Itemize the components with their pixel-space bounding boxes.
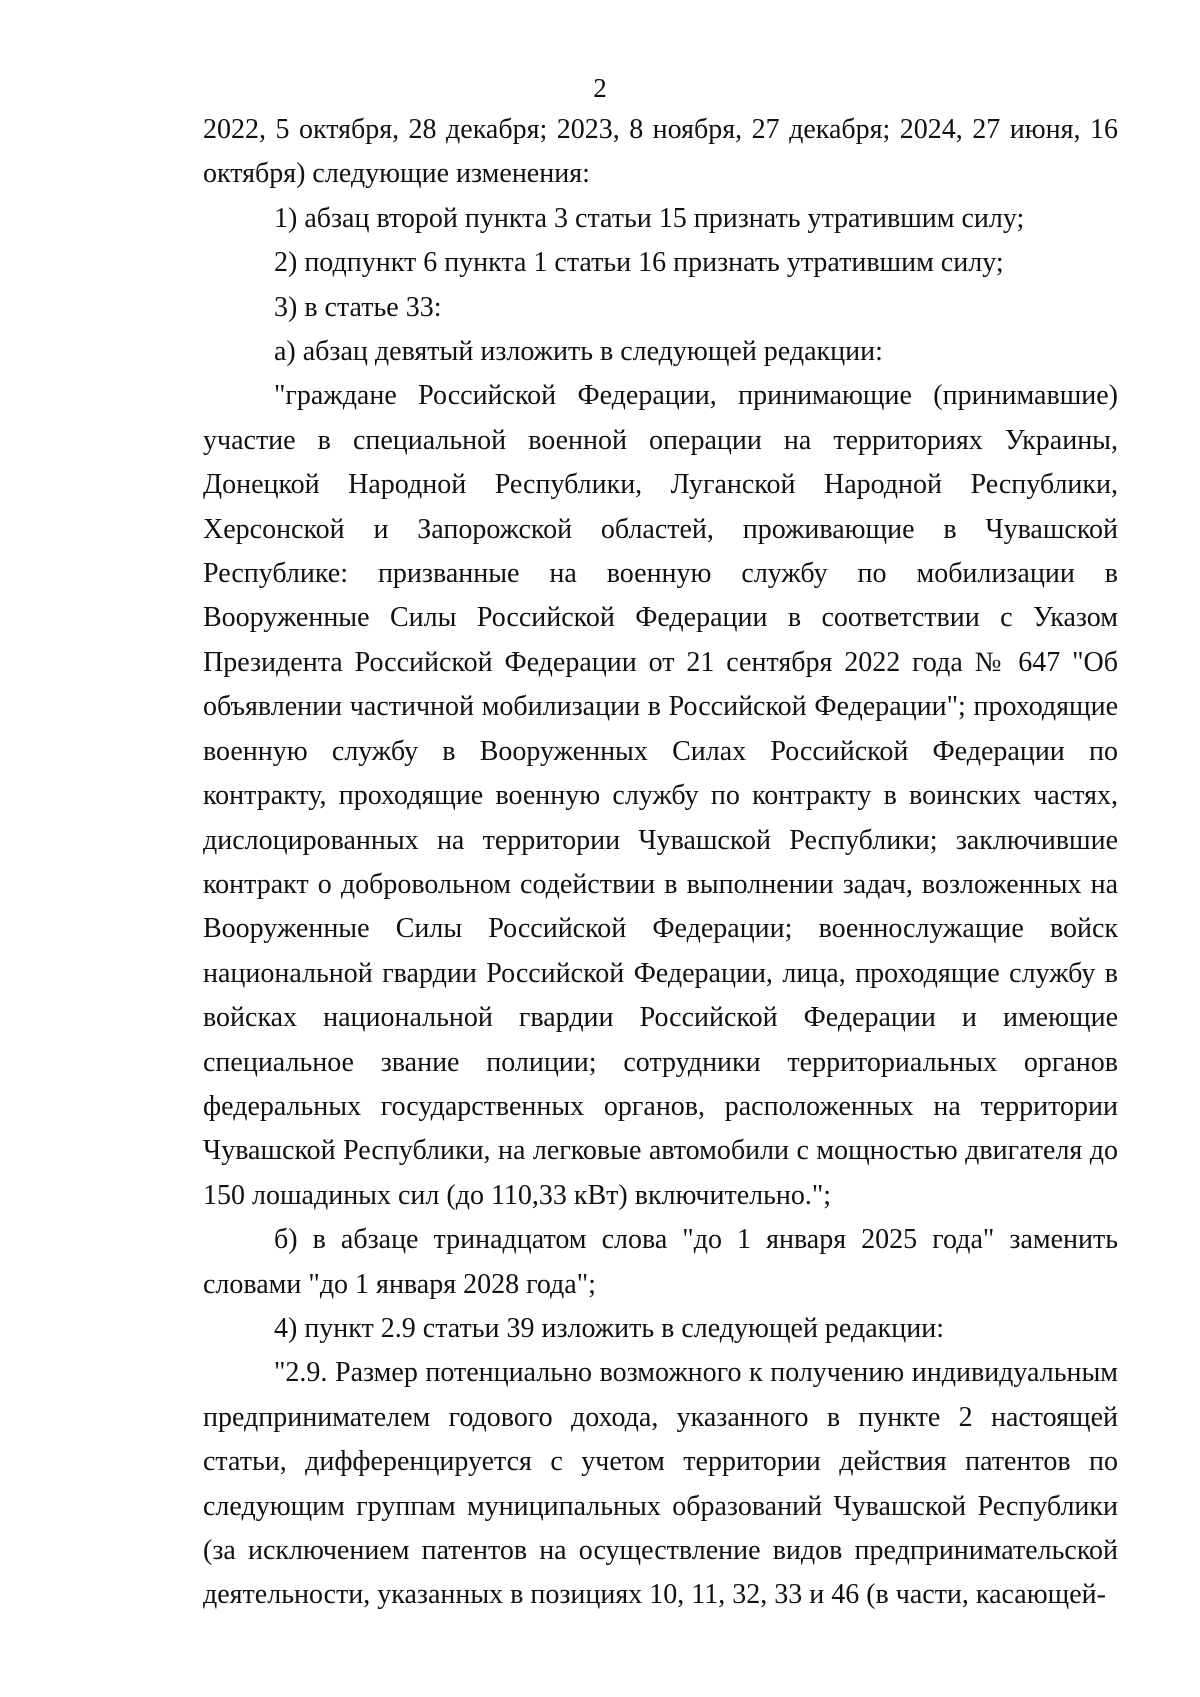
paragraph-subitem-b: б) в абзаце тринадцатом слова "до 1 января 2025 года" заменить словами "до 1 января 2028 года"; (203, 1224, 1118, 1300)
page-number: 2 (593, 73, 607, 103)
document-body (203, 108, 1118, 1618)
paragraph-item-2: 2) подпункт 6 пункта 1 статьи 16 признать утратившим силу; (274, 247, 1004, 279)
paragraph-item-3: 3) в статье 33: (274, 291, 442, 323)
paragraph-quoted-2-9: "2.9. Размер потенциально возможного к получению индивидуальным предпринимателем годового дохода, указанного в пункте 2 настоящей статьи, дифференцируется с учетом территории действия патентов по следующим группам муниципальных образований Чувашской Республики (за исключением патентов на осуществление видов предпринимательской деятельности, указанных в позициях 10, 11, 32, 33 и 46 (в части, касающей- (203, 1357, 1118, 1611)
paragraph-subitem-a: а) абзац девятый изложить в следующей редакции: (274, 336, 883, 368)
paragraph-continuation: 2022, 5 октября, 28 декабря; 2023, 8 ноября, 27 декабря; 2024, 27 июня, 16 октября) следующие изменения: (203, 114, 1118, 190)
paragraph-item-1: 1) абзац второй пункта 3 статьи 15 признать утратившим силу; (274, 202, 1025, 234)
paragraph-quoted-text: "граждане Российской Федерации, принимающие (принимавшие) участие в специальной военной операции на территориях Украины, Донецкой Народной Республики, Луганской Народной Республики, Херсонской и Запорожской областей, проживающие в Чувашской Республике: призванные на военную службу по мобилизации в Вооруженные Силы Российской Федерации в соответствии с Указом Президента Российской Федерации от 21 сентября 2022 года № 647 "Об объявлении частичной мобилизации в Российской Федерации"; проходящие военную службу в Вооруженных Силах Российской Федерации по контракту, проходящие военную службу по контракту в воинских частях, дислоцированных на территории Чувашской Республики; заключившие контракт о добровольном содействии в выполнении задач, возложенных на Вооруженные Силы Российской Федерации; военнослужащие войск национальной гвардии Российской Федерации, лица, проходящие службу в войсках национальной гвардии Российской Федерации и имеющие специальное звание полиции; сотрудники территориальных органов федеральных государственных органов, расположенных на территории Чувашской Республики, на легковые автомобили с мощностью двигателя до 150 лошадиных сил (до 110,33 кВт) включительно."; (203, 380, 1118, 1211)
paragraph-item-4: 4) пункт 2.9 статьи 39 изложить в следующей редакции: (274, 1312, 945, 1344)
